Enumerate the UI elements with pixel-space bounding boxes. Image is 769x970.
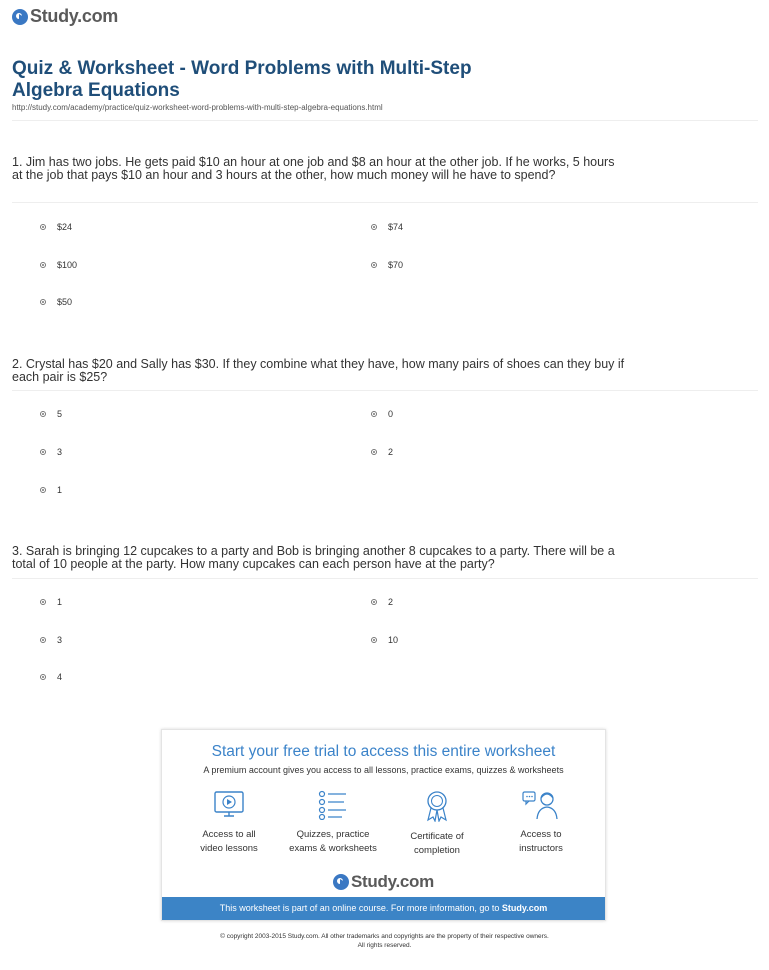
option-label: 0 bbox=[388, 409, 394, 419]
feature-instructors bbox=[491, 790, 591, 856]
option-label: 2 bbox=[388, 597, 394, 607]
question-1-option-b[interactable] bbox=[371, 222, 403, 232]
question-3-text: 3. Sarah is bringing 12 cupcakes to a party and Bob is bringing another 8 cupcakes to a party. There will be a total of 10 people at the party. How many cupcakes can each person have at the party? bbox=[12, 544, 615, 571]
promo-heading[interactable]: Start your free trial to access this entire worksheet bbox=[211, 743, 556, 760]
radio-button[interactable] bbox=[40, 637, 46, 643]
study-logo-icon bbox=[333, 874, 349, 890]
certificate-icon bbox=[420, 790, 454, 822]
question-2-option-d[interactable] bbox=[371, 447, 393, 457]
copyright-line-1: © copyright 2003-2015 Study.com. All other trademarks and copyrights are the property of their respective owners. bbox=[220, 933, 549, 940]
radio-button[interactable] bbox=[40, 262, 46, 268]
instructor-icon bbox=[521, 790, 561, 820]
question-3-option-a[interactable] bbox=[40, 597, 62, 607]
feature-video-lessons bbox=[179, 790, 279, 856]
course-info-text: This worksheet is part of an online course. For more information, go to bbox=[219, 903, 500, 913]
option-label: 5 bbox=[57, 409, 63, 419]
question-1-option-a[interactable] bbox=[40, 222, 72, 232]
question-2-option-b[interactable] bbox=[371, 409, 393, 419]
radio-button[interactable] bbox=[40, 487, 46, 493]
free-trial-promo bbox=[161, 729, 606, 921]
option-label: $70 bbox=[388, 260, 404, 270]
question-2-option-a[interactable] bbox=[40, 409, 62, 419]
radio-button[interactable] bbox=[371, 262, 377, 268]
option-label: $100 bbox=[57, 260, 78, 270]
radio-button[interactable] bbox=[371, 224, 377, 230]
video-lesson-icon bbox=[212, 790, 246, 820]
feature-certificate bbox=[387, 790, 487, 858]
option-label: $24 bbox=[57, 222, 73, 232]
worksheet-title-line-2: Algebra Equations bbox=[12, 80, 180, 101]
option-label: 3 bbox=[57, 447, 63, 457]
radio-button[interactable] bbox=[40, 224, 46, 230]
feature-label-line-2: exams & worksheets bbox=[289, 843, 377, 854]
radio-button[interactable] bbox=[40, 299, 46, 305]
feature-quizzes bbox=[283, 790, 383, 856]
radio-button[interactable] bbox=[371, 411, 377, 417]
study-logo-icon bbox=[12, 9, 28, 25]
option-label: 2 bbox=[388, 447, 394, 457]
option-label: 1 bbox=[57, 597, 63, 607]
question-3-divider bbox=[12, 578, 758, 579]
question-2-divider bbox=[12, 390, 758, 391]
radio-button[interactable] bbox=[371, 449, 377, 455]
question-1-option-d[interactable] bbox=[371, 260, 403, 270]
question-1-text: 1. Jim has two jobs. He gets paid $10 an hour at one job and $8 an hour at the other job. If he works, 5 hours at the job that pays $10 an hour and 3 hours at the other, how much money will he have to spend? bbox=[12, 155, 615, 182]
question-2-option-e[interactable] bbox=[40, 485, 62, 495]
radio-button[interactable] bbox=[40, 599, 46, 605]
worksheet-url: http://study.com/academy/practice/quiz-worksheet-word-problems-with-multi-step-algebra-equations.html bbox=[12, 103, 383, 112]
radio-button[interactable] bbox=[40, 411, 46, 417]
option-label: 1 bbox=[57, 485, 63, 495]
question-3-option-c[interactable] bbox=[40, 635, 62, 645]
copyright-footer bbox=[0, 932, 769, 950]
question-3-option-d[interactable] bbox=[371, 635, 398, 645]
feature-label-line-2: instructors bbox=[519, 843, 563, 854]
study-logo[interactable] bbox=[12, 6, 118, 27]
option-label: 3 bbox=[57, 635, 63, 645]
worksheet-title bbox=[12, 58, 472, 102]
question-3-option-b[interactable] bbox=[371, 597, 393, 607]
study-link[interactable]: Study.com bbox=[501, 903, 548, 913]
header-divider bbox=[12, 120, 758, 121]
option-label: 4 bbox=[57, 672, 63, 682]
option-label: 10 bbox=[388, 635, 399, 645]
promo-study-logo[interactable] bbox=[162, 872, 605, 892]
option-label: $50 bbox=[57, 297, 73, 307]
course-info-bar bbox=[162, 897, 605, 920]
question-3-option-e[interactable] bbox=[40, 672, 62, 682]
feature-label-line-1: Access to bbox=[520, 829, 562, 840]
quiz-list-icon bbox=[316, 790, 350, 820]
feature-label-line-2: completion bbox=[414, 845, 460, 856]
question-1-option-c[interactable] bbox=[40, 260, 77, 270]
question-2-option-c[interactable] bbox=[40, 447, 62, 457]
radio-button[interactable] bbox=[40, 674, 46, 680]
radio-button[interactable] bbox=[371, 637, 377, 643]
question-1-option-e[interactable] bbox=[40, 297, 72, 307]
feature-label-line-1: Quizzes, practice bbox=[296, 829, 370, 840]
copyright-line-2: All rights reserved. bbox=[357, 942, 412, 949]
feature-label-line-1: Access to all bbox=[202, 829, 256, 840]
feature-label-line-1: Certificate of bbox=[410, 831, 464, 842]
radio-button[interactable] bbox=[40, 449, 46, 455]
promo-subheading: A premium account gives you access to all lessons, practice exams, quizzes & worksheets bbox=[203, 765, 564, 775]
radio-button[interactable] bbox=[371, 599, 377, 605]
study-logo-text: Study.com bbox=[30, 6, 118, 26]
worksheet-title-line-1: Quiz & Worksheet - Word Problems with Multi-Step bbox=[12, 58, 472, 79]
question-2-text: 2. Crystal has $20 and Sally has $30. If they combine what they have, how many pairs of shoes can they buy if each pair is $25? bbox=[12, 357, 625, 384]
feature-label-line-2: video lessons bbox=[200, 843, 258, 854]
question-1-divider bbox=[12, 202, 758, 203]
option-label: $74 bbox=[388, 222, 404, 232]
study-logo-text: Study.com bbox=[351, 872, 434, 891]
